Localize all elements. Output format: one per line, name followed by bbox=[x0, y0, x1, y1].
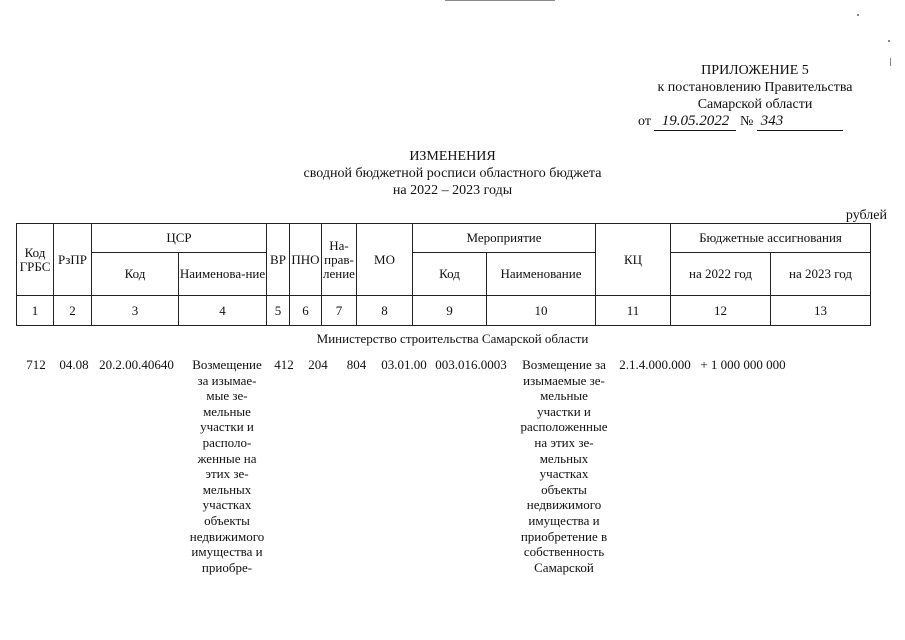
col-number: 9 bbox=[413, 296, 487, 326]
col-number: 3 bbox=[92, 296, 179, 326]
col-number: 5 bbox=[267, 296, 290, 326]
row-vr: 412 bbox=[274, 357, 294, 372]
row-event-code: 003.016.0003 bbox=[435, 357, 507, 372]
header-rzpr: РзПР bbox=[54, 224, 92, 296]
appendix-title: ПРИЛОЖЕНИЕ 5 bbox=[701, 63, 809, 78]
scan-dot bbox=[888, 40, 890, 42]
date-prefix: от bbox=[638, 114, 651, 129]
budget-table bbox=[16, 223, 871, 326]
header-event-name: Наименование bbox=[487, 253, 596, 296]
scan-dot bbox=[890, 58, 891, 66]
row-kc: 2.1.4.000.000 bbox=[619, 357, 691, 372]
col-number: 7 bbox=[322, 296, 357, 326]
header-event: Мероприятие bbox=[413, 224, 596, 253]
header-csr-name: Наименова-ние bbox=[179, 253, 267, 296]
row-pno: 204 bbox=[308, 357, 328, 372]
header-grbs: Код ГРБС bbox=[17, 224, 54, 296]
scan-dot bbox=[857, 14, 859, 16]
col-number: 4 bbox=[179, 296, 267, 326]
header-csr: ЦСР bbox=[92, 224, 267, 253]
col-number: 11 bbox=[596, 296, 671, 326]
header-2022: на 2022 год bbox=[671, 253, 771, 296]
header-budget: Бюджетные ассигнования bbox=[671, 224, 871, 253]
row-csr-code: 20.2.00.40640 bbox=[99, 357, 174, 372]
doc-period: на 2022 – 2023 годы bbox=[392, 183, 513, 198]
col-number: 10 bbox=[487, 296, 596, 326]
date-value: 19.05.2022 bbox=[654, 113, 736, 131]
header-mo: МО bbox=[357, 224, 413, 296]
col-number: 13 bbox=[771, 296, 871, 326]
header-kc: КЦ bbox=[596, 224, 671, 296]
appendix-date-line bbox=[635, 113, 875, 131]
col-number: 6 bbox=[290, 296, 322, 326]
row-mo: 03.01.00 bbox=[381, 357, 427, 372]
appendix-block bbox=[635, 62, 875, 131]
units-label: рублей bbox=[845, 208, 887, 223]
row-direction: 804 bbox=[346, 357, 367, 372]
appendix-region: Самарской области bbox=[697, 97, 813, 112]
header-vr: ВР bbox=[267, 224, 290, 296]
number-label: № bbox=[739, 114, 754, 129]
header-2023: на 2023 год bbox=[771, 253, 871, 296]
ministry-heading: Министерство строительства Самарской области bbox=[316, 331, 589, 346]
col-number: 2 bbox=[54, 296, 92, 326]
appendix-resolution: к постановлению Правительства bbox=[657, 80, 853, 95]
row-grbs: 712 bbox=[26, 357, 46, 372]
row-amount-2022: + 1 000 000 000 bbox=[700, 357, 786, 372]
header-event-code: Код bbox=[413, 253, 487, 296]
doc-title: ИЗМЕНЕНИЯ bbox=[409, 149, 496, 164]
header-pno: ПНО bbox=[290, 224, 322, 296]
col-number: 1 bbox=[17, 296, 54, 326]
header-direction: На-прав-ление bbox=[322, 224, 357, 296]
row-rzpr: 04.08 bbox=[59, 357, 89, 372]
scan-line-top bbox=[445, 0, 555, 1]
col-number: 12 bbox=[671, 296, 771, 326]
row-event-name: Возмещение за изымаемые зе- мельные участки и расположенные на этих зе- мельных участках объекты недвижимого имущества и приобретение в собственность Самарской bbox=[520, 357, 608, 575]
row-csr-name: Возмещение за изымае- мые зе- мельные участки и располо- женные на этих зе- мельных участках объекты недвижимого имущества и приобре- bbox=[189, 357, 265, 575]
number-value: 343 bbox=[757, 113, 843, 131]
doc-subtitle: сводной бюджетной росписи областного бюджета bbox=[303, 166, 602, 181]
col-number: 8 bbox=[357, 296, 413, 326]
header-csr-code: Код bbox=[92, 253, 179, 296]
